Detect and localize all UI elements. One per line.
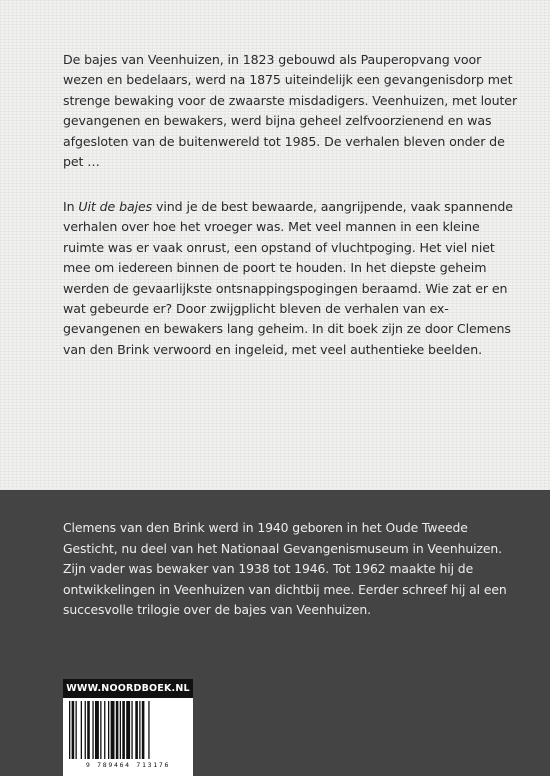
blurb-paragraph-1: De bajes van Veenhuizen, in 1823 gebouwd als Pauperopvang voor wezen en bedelaars, werd na 1875 uiteindelijk een gevangenisdorp met strenge bewaking voor de zwaarste misdadigers. Veenhuizen, met louter gevangenen en bewakers, werd bijna geheel zelfvoorzienend en was afgesloten van de buitenwereld tot 1985. De verhalen bleven onder de pet … — [63, 52, 518, 170]
barcode — [63, 698, 193, 776]
paragraph-body: vind je de best bewaarde, aangrijpende, vaak spannende verhalen over hoe het vroeger was. Met veel mannen in een kleine ruimte was er vaak onrust, een opstand of vluchtpoging. Het viel niet mee om iedereen binnen de poort te houden. In het diepste geheim werden de gevaarlijkste ontsnappingspogingen beraamd. Wie zat er en wat gebeurde er? Door zwijgplicht bleven de verhalen van ex-gevangenen en bewakers lang geheim. In dit boek zijn ze door Clemens van den Brink verwoord en ingeleid, met veel authentieke beelden. — [63, 199, 513, 357]
publisher-url: WWW.NOORDBOEK.NL — [63, 679, 193, 698]
book-title: Uit de bajes — [78, 199, 153, 214]
barcode-bars — [69, 701, 187, 759]
isbn-digits: 9 789464 713176 — [85, 761, 171, 769]
author-bio: Clemens van den Brink werd in 1940 geboren in het Oude Tweede Gesticht, nu deel van het Nationaal Gevangenismuseum in Veenhuizen. Zijn vader was bewaker van 1938 tot 1946. Tot 1962 maakte hij de ontwikkelingen in Veenhuizen van dichtbij mee. Eerder schreef hij al een succesvolle trilogie over de bajes van Veenhuizen. — [63, 520, 507, 618]
paragraph-prefix: In — [63, 199, 79, 214]
blurb-paragraph-2 — [63, 197, 518, 360]
